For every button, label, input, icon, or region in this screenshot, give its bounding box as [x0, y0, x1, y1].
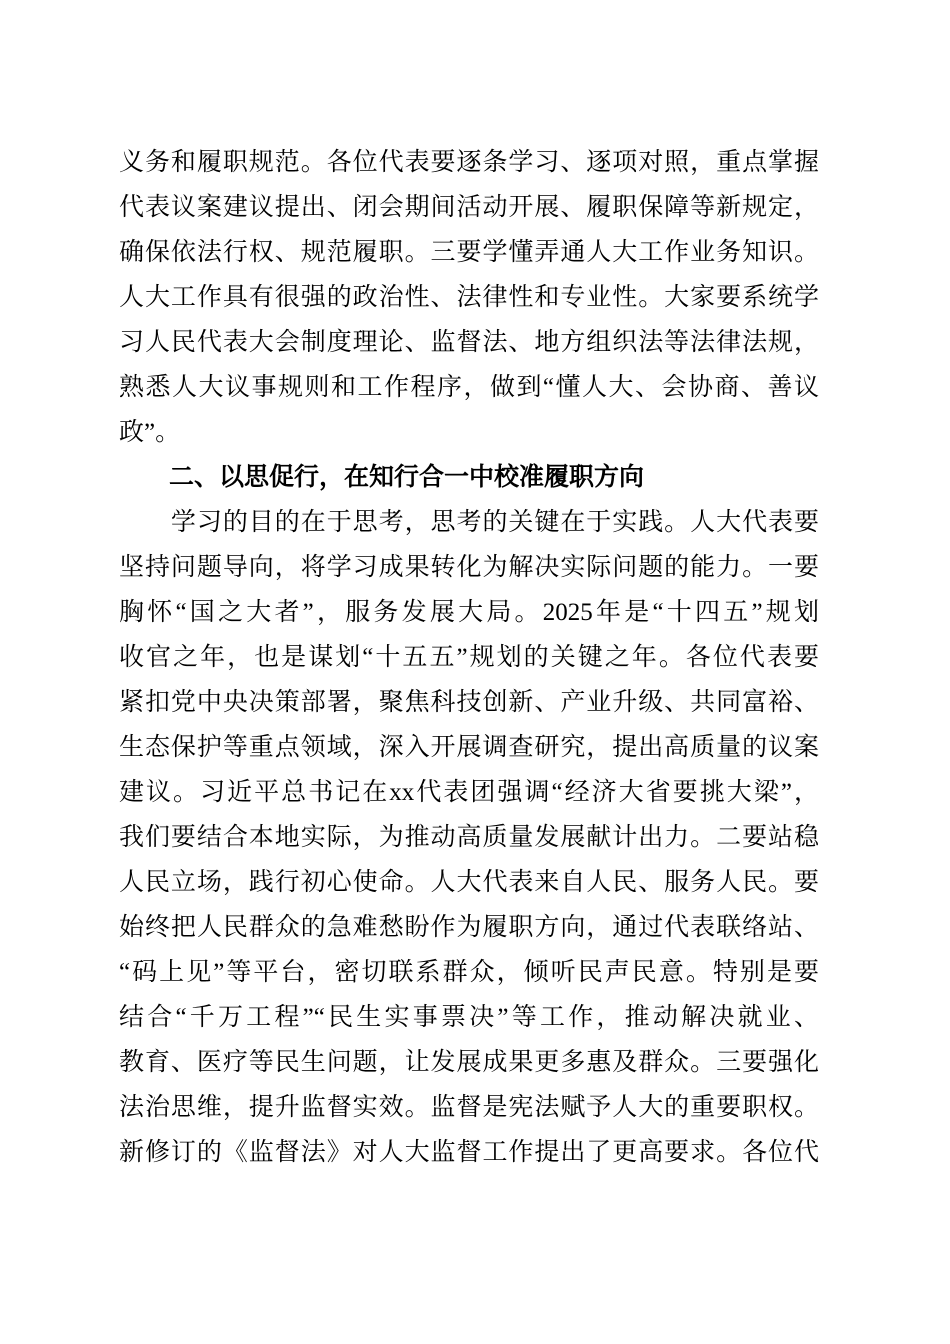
text-line: 新修订的《监督法》对人大监督工作提出了更高要求。各位代 — [119, 1139, 819, 1166]
text-line: 代表议案建议提出、闭会期间活动开展、履职保障等新规定， — [119, 194, 819, 221]
text-line: 建议。习近平总书记在xx代表团强调“经济大省要挑大梁”， — [119, 779, 819, 806]
paragraph — [119, 140, 819, 455]
text-line: 坚持问题导向，将学习成果转化为解决实际问题的能力。一要 — [119, 554, 819, 581]
document-text-block — [119, 140, 819, 1175]
text-line: 我们要结合本地实际，为推动高质量发展献计出力。二要站稳 — [119, 824, 819, 851]
text-line: 熟悉人大议事规则和工作程序，做到“懂人大、会协商、善议 — [119, 374, 819, 401]
paragraph — [119, 500, 819, 1175]
text-line: 人大工作具有很强的政治性、法律性和专业性。大家要系统学 — [119, 284, 819, 311]
text-line: 义务和履职规范。各位代表要逐条学习、逐项对照，重点掌握 — [119, 149, 819, 176]
text-line: 教育、医疗等民生问题，让发展成果更多惠及群众。三要强化 — [119, 1049, 819, 1076]
text-line: 法治思维，提升监督实效。监督是宪法赋予人大的重要职权。 — [119, 1094, 819, 1121]
text-line: 胸怀“国之大者”，服务发展大局。2025年是“十四五”规划 — [119, 599, 819, 626]
text-line: 紧扣党中央决策部署，聚焦科技创新、产业升级、共同富裕、 — [119, 689, 819, 716]
text-line: 学习的目的在于思考，思考的关键在于实践。人大代表要 — [119, 509, 819, 536]
text-line: 人民立场，践行初心使命。人大代表来自人民、服务人民。要 — [119, 869, 819, 896]
text-line: 收官之年，也是谋划“十五五”规划的关键之年。各位代表要 — [119, 644, 819, 671]
text-line: 结合“千万工程”“民生实事票决”等工作，推动解决就业、 — [119, 1004, 819, 1031]
text-line: 习人民代表大会制度理论、监督法、地方组织法等法律法规， — [119, 329, 819, 356]
section-heading: 二、以思促行，在知行合一中校准履职方向 — [119, 463, 645, 491]
text-line: 生态保护等重点领域，深入开展调查研究，提出高质量的议案 — [119, 734, 819, 761]
text-line: 政”。 — [119, 419, 181, 446]
text-line: 始终把人民群众的急难愁盼作为履职方向，通过代表联络站、 — [119, 914, 819, 941]
text-line: “码上见”等平台，密切联系群众，倾听民声民意。特别是要 — [119, 959, 819, 986]
text-line: 确保依法行权、规范履职。三要学懂弄通人大工作业务知识。 — [119, 239, 819, 266]
